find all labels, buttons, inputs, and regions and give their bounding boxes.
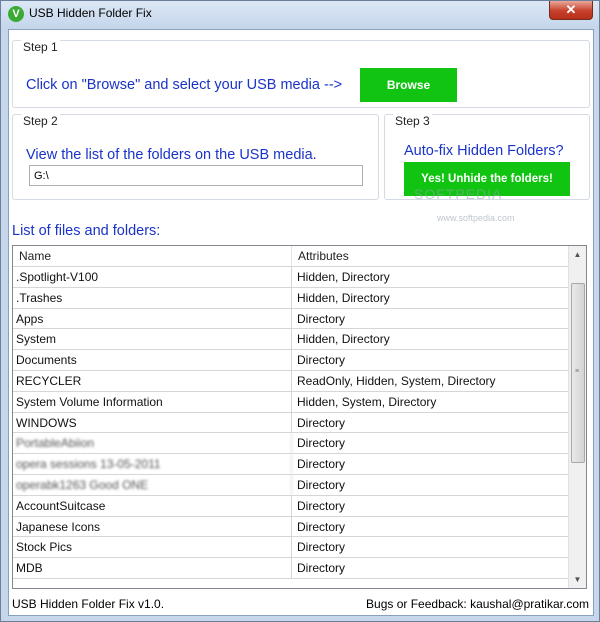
step2-label: Step 2: [23, 114, 58, 128]
table-row[interactable]: [13, 454, 569, 475]
row-attributes: Directory: [297, 561, 346, 576]
table-row[interactable]: [13, 309, 569, 330]
feedback-label: Bugs or Feedback: kaushal@pratikar.com: [366, 597, 589, 611]
row-attributes: Directory: [297, 353, 346, 368]
row-name: PortableAbiion: [13, 433, 292, 453]
row-name: System Volume Information: [13, 392, 292, 412]
usb-path-field[interactable]: G:\: [29, 165, 363, 186]
row-attributes: Hidden, Directory: [297, 270, 390, 284]
unhide-folders-button[interactable]: Yes! Unhide the folders!: [404, 162, 570, 196]
table-row[interactable]: [13, 267, 569, 288]
table-header: [13, 246, 569, 267]
table-row[interactable]: [13, 392, 569, 413]
title-bar: [1, 1, 599, 27]
step1-instruction: Click on "Browse" and select your USB media -->: [26, 77, 343, 93]
app-icon: V: [8, 6, 24, 22]
row-attributes: Directory: [297, 436, 346, 451]
window-title: USB Hidden Folder Fix: [29, 6, 152, 20]
scroll-up-arrow-icon[interactable]: ▲: [573, 250, 582, 259]
row-name: Stock Pics: [13, 537, 292, 557]
step2-group: [12, 114, 379, 200]
row-attributes: Directory: [297, 540, 346, 555]
row-name: operabk1263 Good ONE: [13, 475, 292, 495]
row-attributes: Directory: [297, 415, 346, 430]
softpedia-url: www.softpedia.com: [437, 213, 515, 223]
browse-button[interactable]: Browse: [360, 68, 457, 102]
row-name: MDB: [13, 558, 292, 578]
row-attributes: Directory: [297, 311, 346, 326]
row-attributes: Hidden, Directory: [297, 332, 390, 347]
row-name: Documents: [13, 350, 292, 370]
table-row[interactable]: [13, 537, 569, 558]
row-name: Japanese Icons: [13, 517, 292, 537]
table-row[interactable]: [13, 371, 569, 392]
row-name: RECYCLER: [13, 371, 292, 391]
table-row[interactable]: [13, 288, 569, 309]
table-rows: [13, 267, 569, 579]
close-button[interactable]: ✕: [549, 1, 593, 20]
row-name: .Trashes: [13, 288, 292, 308]
scroll-down-arrow-icon[interactable]: ▼: [573, 575, 582, 584]
row-attributes: Directory: [297, 498, 346, 513]
table-row[interactable]: [13, 496, 569, 517]
row-attributes: ReadOnly, Hidden, System, Directory: [297, 373, 496, 388]
row-name: AccountSuitcase: [13, 496, 292, 516]
step3-label: Step 3: [395, 114, 430, 128]
row-attributes: Directory: [297, 457, 346, 472]
row-name: .Spotlight-V100: [13, 267, 292, 287]
row-name: Apps: [13, 309, 292, 329]
row-attributes: Directory: [297, 519, 346, 534]
table-row[interactable]: [13, 475, 569, 496]
table-row[interactable]: [13, 517, 569, 538]
column-header-name[interactable]: Name: [13, 246, 292, 266]
client-area: [8, 29, 594, 616]
step2-instruction: View the list of the folders on the USB media.: [26, 147, 317, 163]
table-row[interactable]: [13, 350, 569, 371]
row-attributes: Hidden, System, Directory: [297, 394, 437, 409]
row-name: System: [13, 329, 292, 349]
step1-group: [12, 40, 590, 108]
table-row[interactable]: [13, 413, 569, 434]
softpedia-watermark: SOFTPEDIA: [414, 186, 503, 202]
step1-label: Step 1: [23, 40, 58, 54]
table-row[interactable]: [13, 433, 569, 454]
row-name: WINDOWS: [13, 413, 292, 433]
scrollbar-grip-icon: ≡: [575, 368, 580, 375]
version-label: USB Hidden Folder Fix v1.0.: [12, 597, 165, 611]
row-attributes: Hidden, Directory: [297, 290, 390, 305]
step3-question: Auto-fix Hidden Folders?: [404, 143, 564, 159]
table-row[interactable]: [13, 558, 569, 579]
list-heading: List of files and folders:: [12, 223, 161, 239]
files-table[interactable]: [12, 245, 587, 589]
vertical-scrollbar[interactable]: [568, 246, 586, 588]
column-header-attributes[interactable]: Attributes: [292, 246, 569, 266]
row-attributes: Directory: [297, 477, 346, 492]
table-row[interactable]: [13, 329, 569, 350]
row-name: opera sessions 13-05-2011: [13, 454, 292, 474]
scrollbar-thumb[interactable]: [571, 283, 585, 463]
